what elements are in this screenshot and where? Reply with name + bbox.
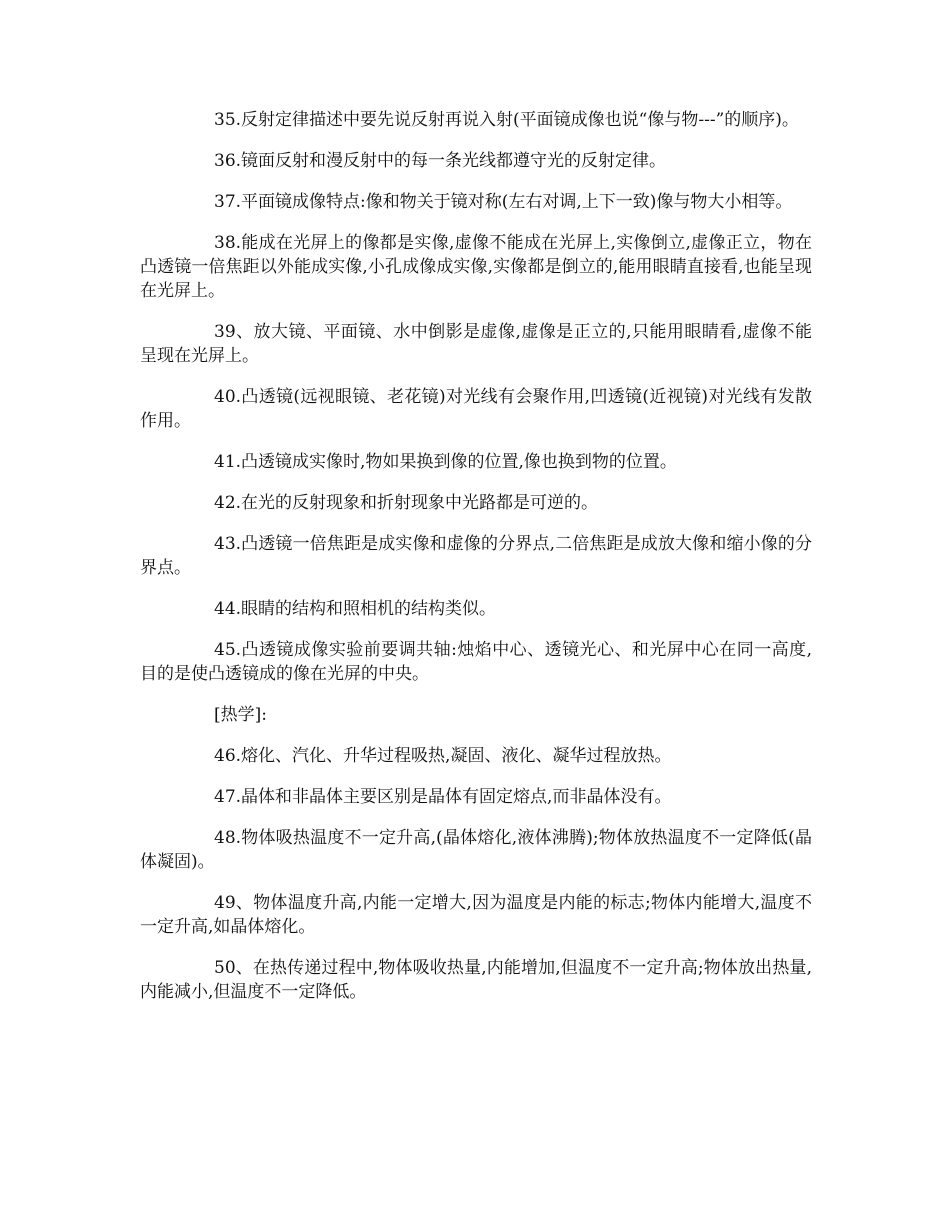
paragraph-43: 43.凸透镜一倍焦距是成实像和虚像的分界点,二倍焦距是成放大像和缩小像的分界点。 [140, 534, 812, 578]
paragraph-48: 48.物体吸热温度不一定升高,(晶体熔化,液体沸腾);物体放热温度不一定降低(晶体凝固)。 [140, 828, 812, 872]
paragraph-47: 47.晶体和非晶体主要区别是晶体有固定熔点,而非晶体没有。 [214, 787, 672, 807]
paragraph-37: 37.平面镜成像特点:像和物关于镜对称(左右对调,上下一致)像与物大小相等。 [214, 192, 793, 212]
paragraph-39: 39、放大镜、平面镜、水中倒影是虚像,虚像是正立的,只能用眼睛看,虚像不能呈现在光屏上。 [140, 322, 812, 366]
section-heading-thermal: [热学]: [214, 705, 267, 725]
paragraph-35: 35.反射定律描述中要先说反射再说入射(平面镜成像也说“像与物---”的顺序)。 [214, 110, 799, 130]
paragraph-42: 42.在光的反射现象和折射现象中光路都是可逆的。 [214, 493, 599, 513]
paragraph-49: 49、物体温度升高,内能一定增大,因为温度是内能的标志;物体内能增大,温度不一定升高,如晶体熔化。 [140, 893, 812, 937]
paragraph-50: 50、在热传递过程中,物体吸收热量,内能增加,但温度不一定升高;物体放出热量,内能减小,但温度不一定降低。 [140, 958, 812, 1002]
document-page [140, 108, 812, 1021]
paragraph-45: 45.凸透镜成像实验前要调共轴:烛焰中心、透镜光心、和光屏中心在同一高度,目的是使凸透镜成的像在光屏的中央。 [140, 640, 812, 684]
paragraph-46: 46.熔化、汽化、升华过程吸热,凝固、液化、凝华过程放热。 [214, 746, 672, 766]
paragraph-38: 38.能成在光屏上的像都是实像,虚像不能成在光屏上,实像倒立,虚像正立，物在凸透镜一倍焦距以外能成实像,小孔成像成实像,实像都是倒立的,能用眼睛直接看,也能呈现在光屏上。 [140, 233, 812, 301]
paragraph-40: 40.凸透镜(远视眼镜、老花镜)对光线有会聚作用,凹透镜(近视镜)对光线有发散作用。 [140, 387, 812, 431]
paragraph-36: 36.镜面反射和漫反射中的每一条光线都遵守光的反射定律。 [214, 151, 667, 171]
paragraph-41: 41.凸透镜成实像时,物如果换到像的位置,像也换到物的位置。 [214, 452, 677, 472]
paragraph-44: 44.眼睛的结构和照相机的结构类似。 [214, 599, 497, 619]
